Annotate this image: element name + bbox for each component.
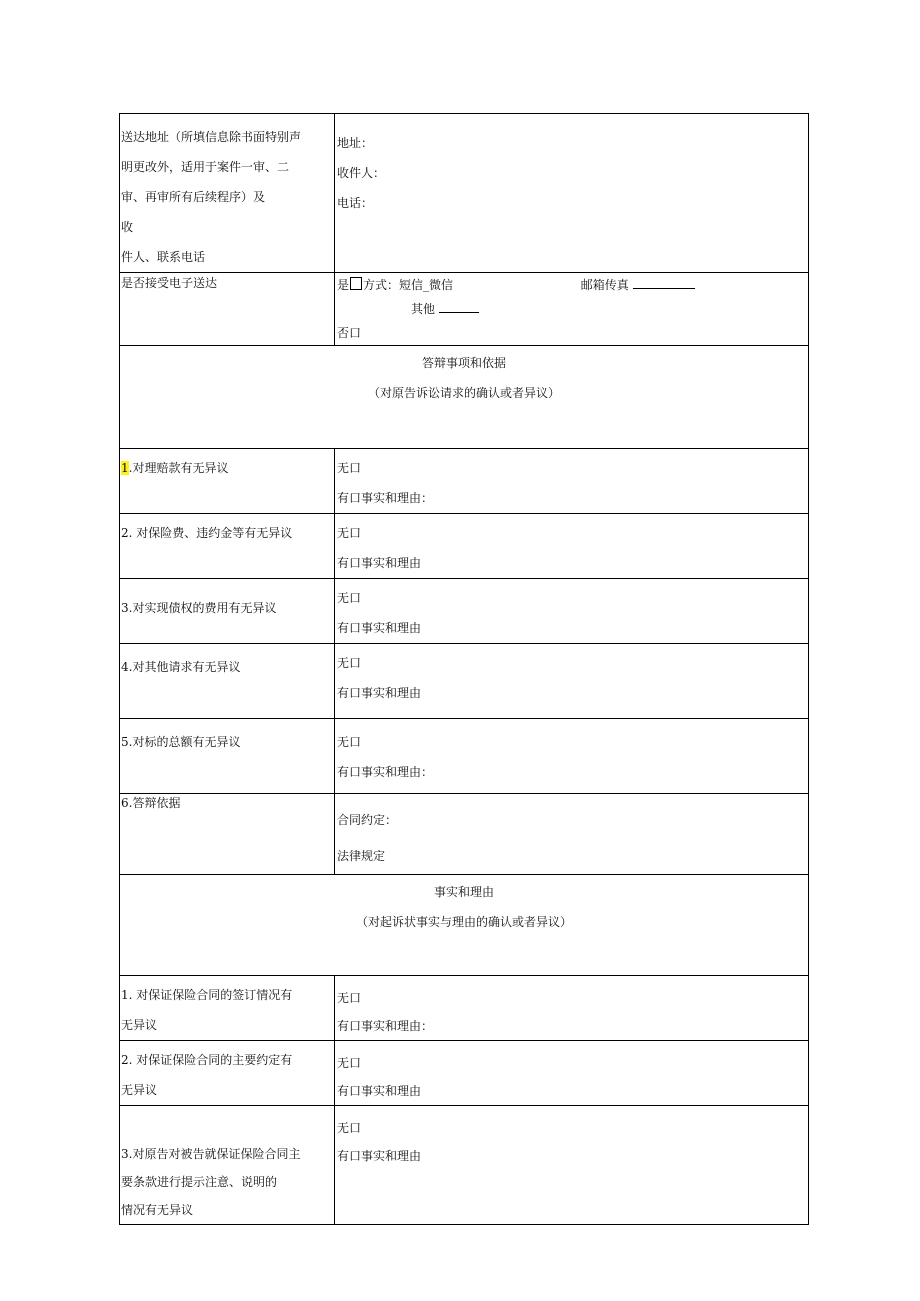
item1-text: .对理赔款有无异议 <box>128 461 229 475</box>
delivery-label-line: 件人、联系电话 <box>121 250 206 264</box>
option-has-reason[interactable]: 有口事实和理由 <box>337 556 422 570</box>
delivery-label-line: 审、再审所有后续程序）及 <box>121 190 266 204</box>
fact3-row <box>120 1106 809 1225</box>
section1-header <box>120 346 809 449</box>
fact1-label <box>120 976 335 1041</box>
delivery-label-line: 收 <box>121 220 134 234</box>
section1-subtitle: （对原告诉讼请求的确认或者异议） <box>367 386 560 400</box>
option-has-reason[interactable]: 有口事实和理由： <box>337 765 434 779</box>
item5-options <box>335 719 809 794</box>
yes-checkbox[interactable] <box>350 277 362 290</box>
item3-label: 3.对实现债权的费用有无异议 <box>120 579 335 644</box>
basis-fields <box>335 794 809 875</box>
yes-label: 是 <box>337 278 350 292</box>
response-form-table <box>119 113 809 1225</box>
section2-title: 事实和理由 <box>433 885 494 899</box>
option-none[interactable]: 无口 <box>337 991 362 1005</box>
item2-label: 2. 对保险费、违约金等有无异议 <box>120 514 335 579</box>
delivery-address-row <box>120 114 809 273</box>
delivery-label-line: 明更改外，适用于案件一审、二 <box>121 160 290 174</box>
fact3-label <box>120 1106 335 1225</box>
phone-field[interactable]: 电话： <box>337 196 374 210</box>
option-has-reason[interactable]: 有口事实和理由 <box>337 1084 422 1098</box>
address-field[interactable]: 地址： <box>337 136 374 150</box>
fact3-options <box>335 1106 809 1225</box>
delivery-address-label <box>120 114 335 273</box>
item1-number-highlight: 1 <box>121 461 129 475</box>
item1-row <box>120 449 809 514</box>
email-fax-blank[interactable] <box>633 276 695 289</box>
option-none[interactable]: 无口 <box>337 591 362 605</box>
section2-subtitle: （对起诉状事实与理由的确认或者异议） <box>355 915 572 929</box>
item3-row <box>120 579 809 644</box>
option-none[interactable]: 无口 <box>337 461 362 475</box>
email-fax-label: 邮箱传真 <box>580 278 629 292</box>
item1-options <box>335 449 809 514</box>
option-has-reason[interactable]: 有口事实和理由： <box>337 491 434 505</box>
electronic-yes-line <box>337 273 808 297</box>
option-none[interactable]: 无口 <box>337 1056 362 1070</box>
electronic-other-line <box>337 297 808 321</box>
basis-label: 6.答辩依据 <box>120 794 335 875</box>
fact2-row <box>120 1041 809 1106</box>
item5-row <box>120 719 809 794</box>
option-none[interactable]: 无口 <box>337 656 362 670</box>
item1-label <box>120 449 335 514</box>
method-label: 方式：短信_微信 <box>363 278 454 292</box>
electronic-delivery-label: 是否接受电子送达 <box>120 273 335 346</box>
fact-label-line: 1. 对保证保险合同的签订情况有 <box>121 988 293 1002</box>
law-field[interactable]: 法律规定 <box>337 849 386 863</box>
item4-row <box>120 644 809 719</box>
fact-label-line: 无异议 <box>121 1083 158 1097</box>
section1-header-row <box>120 346 809 449</box>
electronic-no-option[interactable]: 否口 <box>337 326 362 340</box>
option-has-reason[interactable]: 有口事实和理由 <box>337 686 422 700</box>
delivery-label-line: 送达地址（所填信息除书面特别声 <box>121 130 302 144</box>
section1-title: 答辩事项和依据 <box>421 356 506 370</box>
item2-row <box>120 514 809 579</box>
fact1-row <box>120 976 809 1041</box>
option-none[interactable]: 无口 <box>337 735 362 749</box>
fact-label-line: 无异议 <box>121 1018 158 1032</box>
other-blank[interactable] <box>439 300 479 313</box>
fact2-label <box>120 1041 335 1106</box>
other-label: 其他 <box>411 302 436 316</box>
recipient-field[interactable]: 收件人： <box>337 166 386 180</box>
fact2-options <box>335 1041 809 1106</box>
option-has-reason[interactable]: 有口事实和理由 <box>337 621 422 635</box>
contract-field[interactable]: 合同约定： <box>337 813 398 827</box>
delivery-address-fields <box>335 114 809 273</box>
section2-header <box>120 875 809 976</box>
item3-options <box>335 579 809 644</box>
fact-label-line: 2. 对保证保险合同的主要约定有 <box>121 1053 293 1067</box>
electronic-delivery-row <box>120 273 809 346</box>
item4-options <box>335 644 809 719</box>
option-none[interactable]: 无口 <box>337 526 362 540</box>
fact1-options <box>335 976 809 1041</box>
fact-label-line: 情况有无异议 <box>121 1203 194 1217</box>
basis-row <box>120 794 809 875</box>
item5-label: 5.对标的总额有无异议 <box>120 719 335 794</box>
item2-options <box>335 514 809 579</box>
fact-label-line: 要条款进行提示注意、说明的 <box>121 1175 278 1189</box>
option-has-reason[interactable]: 有口事实和理由 <box>337 1149 422 1163</box>
fact-label-line: 3.对原告对被告就保证保险合同主 <box>121 1147 301 1161</box>
section2-header-row <box>120 875 809 976</box>
item4-label: 4.对其他请求有无异议 <box>120 644 335 719</box>
option-none[interactable]: 无口 <box>337 1121 362 1135</box>
electronic-delivery-options <box>335 273 809 346</box>
option-has-reason[interactable]: 有口事实和理由： <box>337 1019 434 1033</box>
